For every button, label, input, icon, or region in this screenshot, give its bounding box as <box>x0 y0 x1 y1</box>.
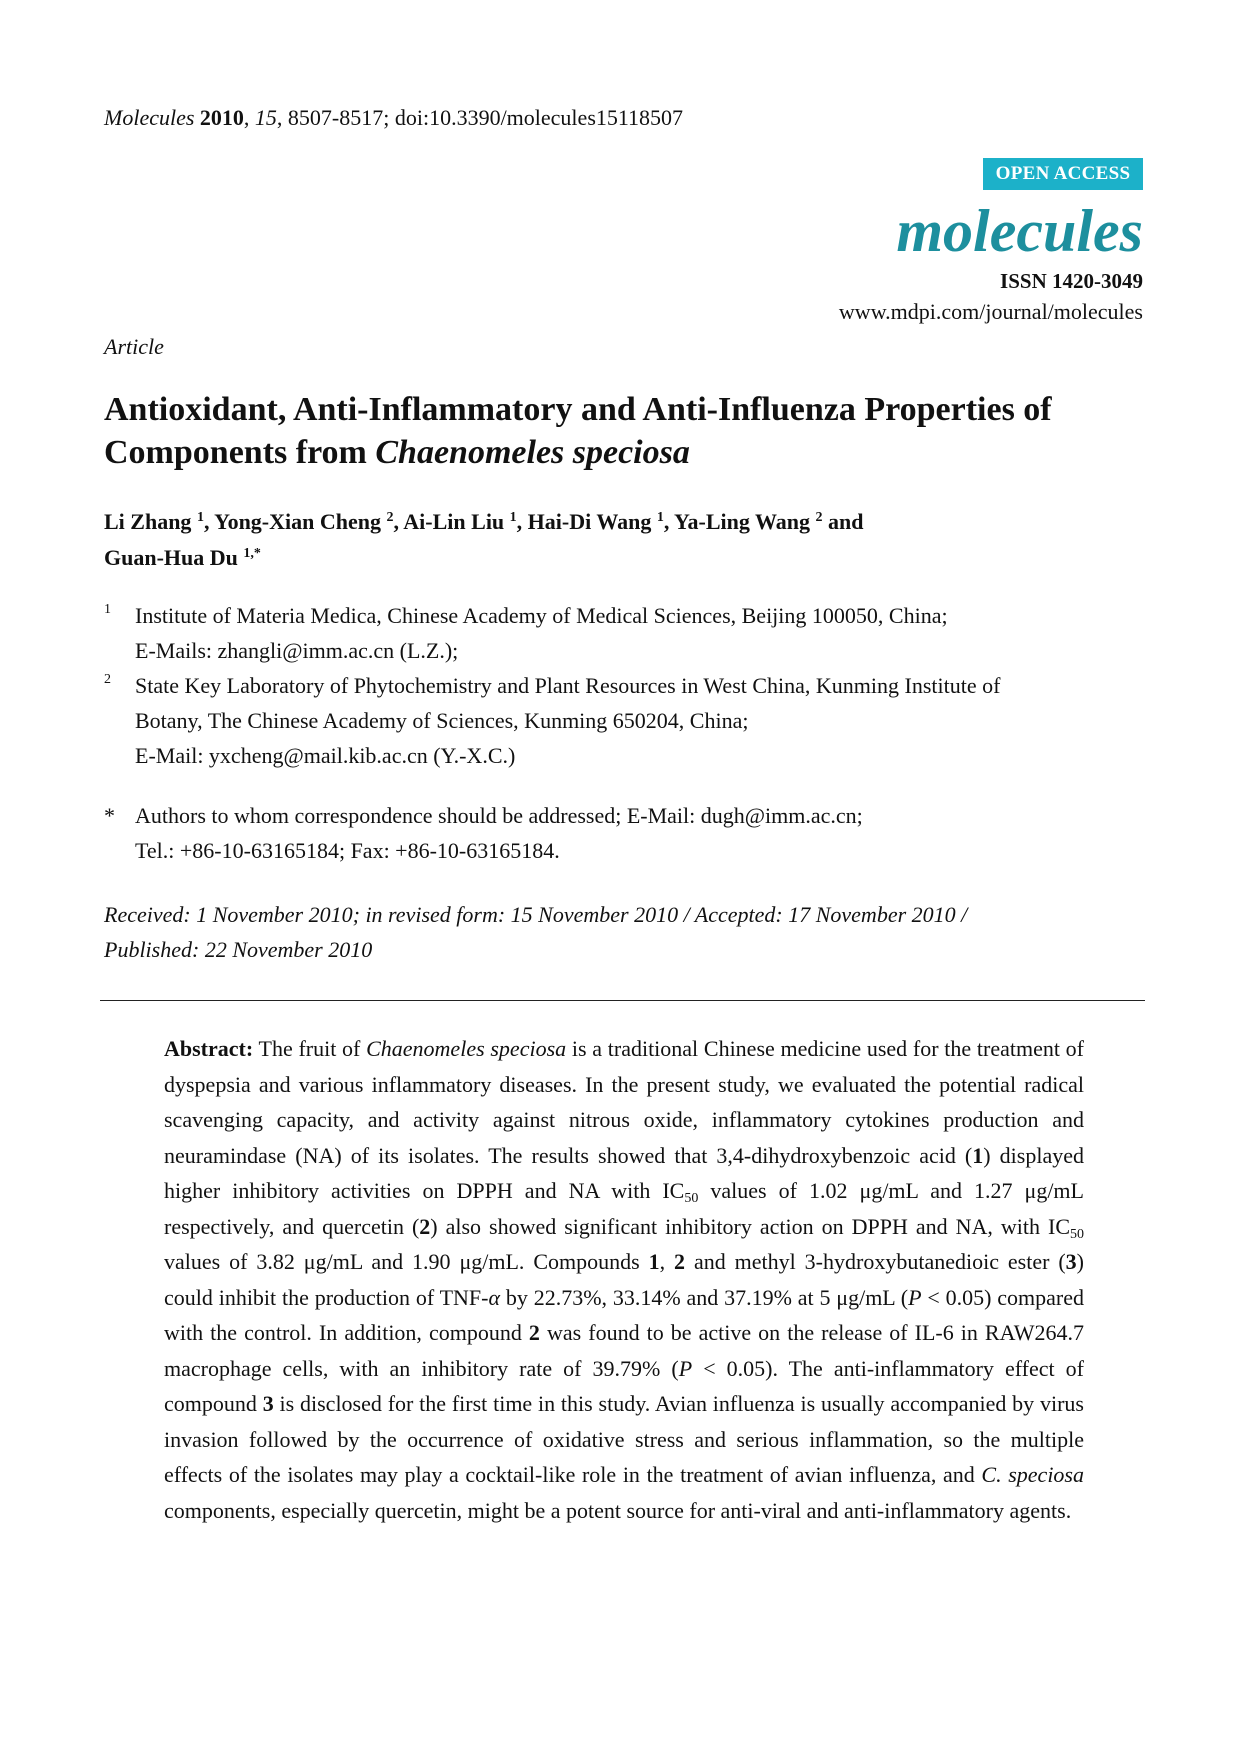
author-name: Ai-Lin Liu <box>403 509 505 534</box>
affiliation-1 <box>104 598 1154 668</box>
citation-year: 2010 <box>199 105 244 130</box>
paper-title <box>104 388 1144 474</box>
author-name: Yong-Xian Cheng <box>214 509 381 534</box>
correspondence-phone: Tel.: +86-10-63165184; Fax: +86-10-63165184. <box>135 838 560 863</box>
corresponding-star: * <box>253 546 261 561</box>
affiliation-line: Institute of Materia Medica, Chinese Academy of Medical Sciences, Beijing 100050, China; <box>135 603 948 628</box>
paper-title-main: Antioxidant, Anti-Inflammatory and Anti-Influenza Properties of Components from <box>104 391 1052 471</box>
abstract-label: Abstract: <box>164 1036 254 1061</box>
publication-dates <box>104 897 1154 967</box>
journal-url[interactable]: www.mdpi.com/journal/molecules <box>838 299 1143 324</box>
dates-line: Received: 1 November 2010; in revised form: 15 November 2010 / Accepted: 17 November 2010 / <box>104 902 968 927</box>
author-name: Hai-Di Wang <box>527 509 652 534</box>
author-affiliation-mark: 2 <box>386 510 394 525</box>
author-affiliation-mark: 2 <box>815 510 823 525</box>
author-affiliation-mark: 1 <box>656 510 664 525</box>
affiliation-mark: 2 <box>104 672 111 687</box>
author-affiliation-mark: 1,* <box>243 546 261 561</box>
affiliation-line: State Key Laboratory of Phytochemistry and Plant Resources in West China, Kunming Institute of <box>135 673 1001 698</box>
dates-line: Published: 22 November 2010 <box>104 937 373 962</box>
paper-title-species: Chaenomeles speciosa <box>375 434 690 471</box>
author-list: Li Zhang $^1$, Yong-Xian Cheng $^2$, Ai-Lin Liu $^1$, Hai-Di Wang $^1$, Ya-Ling Wang $^2$ and Guan-Hua Du $^{1,*}$ <box>104 509 864 570</box>
author-affiliation-mark: 1 <box>196 510 204 525</box>
issn: ISSN 1420-3049 <box>1000 269 1143 293</box>
affiliation-mark: 1 <box>104 602 111 617</box>
abstract: Abstract: The fruit of Chaenomeles speciosa is a traditional Chinese medicine used for the treatment of dyspepsia and various inflammatory diseases. In the present study, we evaluated the potential radical scavenging capacity, and activity against nitrous oxide, inflammatory cytokines production and neuramindase (NA) of its isolates. The results showed that 3,4-dihydroxybenzoic acid (1) displayed higher inhibitory activities on DPPH and NA with $IC_{50}$ values of 1.02 μg/mL and 1.27 μg/mL respectively, and quercetin (2) also showed significant inhibitory action on DPPH and NA, with $IC_{50}$ values of 3.82 μg/mL and 1.90 μg/mL. Compounds 1, 2 and methyl 3-hydroxybutanedioic ester (3) could inhibit the production of TNF-α by 22.73%, 33.14% and 37.19% at 5 μg/mL (P < 0.05) compared with the control. In addition, compound 2 was found to be active on the release of IL-6 in RAW264.7 macrophage cells, with an inhibitory rate of 39.79% (P < 0.05). The anti-inflammatory effect of compound 3 is disclosed for the first time in this study. Avian influenza is usually accompanied by virus invasion followed by the occurrence of oxidative stress and serious inflammation, so the multiple effects of the isolates may play a cocktail-like role in the treatment of avian influenza, and C. speciosa components, especially quercetin, might be a potent source for anti-viral and anti-inflammatory agents. <box>164 1036 1085 1523</box>
citation-pages-doi: , 8507-8517; doi:10.3390/molecules15118507 <box>276 105 684 130</box>
correspondence-mark: * <box>104 803 115 828</box>
affiliation-line: Botany, The Chinese Academy of Sciences, Kunming 650204, China; <box>135 708 749 733</box>
citation-volume: 15 <box>254 105 277 130</box>
affiliation-email[interactable]: E-Mails: zhangli@imm.ac.cn (L.Z.); <box>135 638 459 663</box>
author-name: Li Zhang <box>104 509 192 534</box>
journal-logo: molecules <box>896 198 1143 264</box>
affiliation-email[interactable]: E-Mail: yxcheng@mail.kib.ac.cn (Y.-X.C.) <box>135 743 516 768</box>
divider <box>100 1000 1145 1001</box>
open-access-badge: OPEN ACCESS <box>983 158 1143 190</box>
author-affiliation-mark: 1 <box>509 510 517 525</box>
citation-journal: Molecules <box>104 105 195 130</box>
affiliation-2 <box>104 668 1154 773</box>
article-type: Article <box>104 334 164 359</box>
citation-line: Molecules 2010, 15, 8507-8517; doi:10.3390/molecules15118507 <box>104 105 684 130</box>
author-name: Ya-Ling Wang <box>674 509 810 534</box>
correspondence <box>104 798 1154 868</box>
author-name: Guan-Hua Du <box>104 545 238 570</box>
correspondence-line: Authors to whom correspondence should be addressed; E-Mail: dugh@imm.ac.cn; <box>135 803 863 828</box>
